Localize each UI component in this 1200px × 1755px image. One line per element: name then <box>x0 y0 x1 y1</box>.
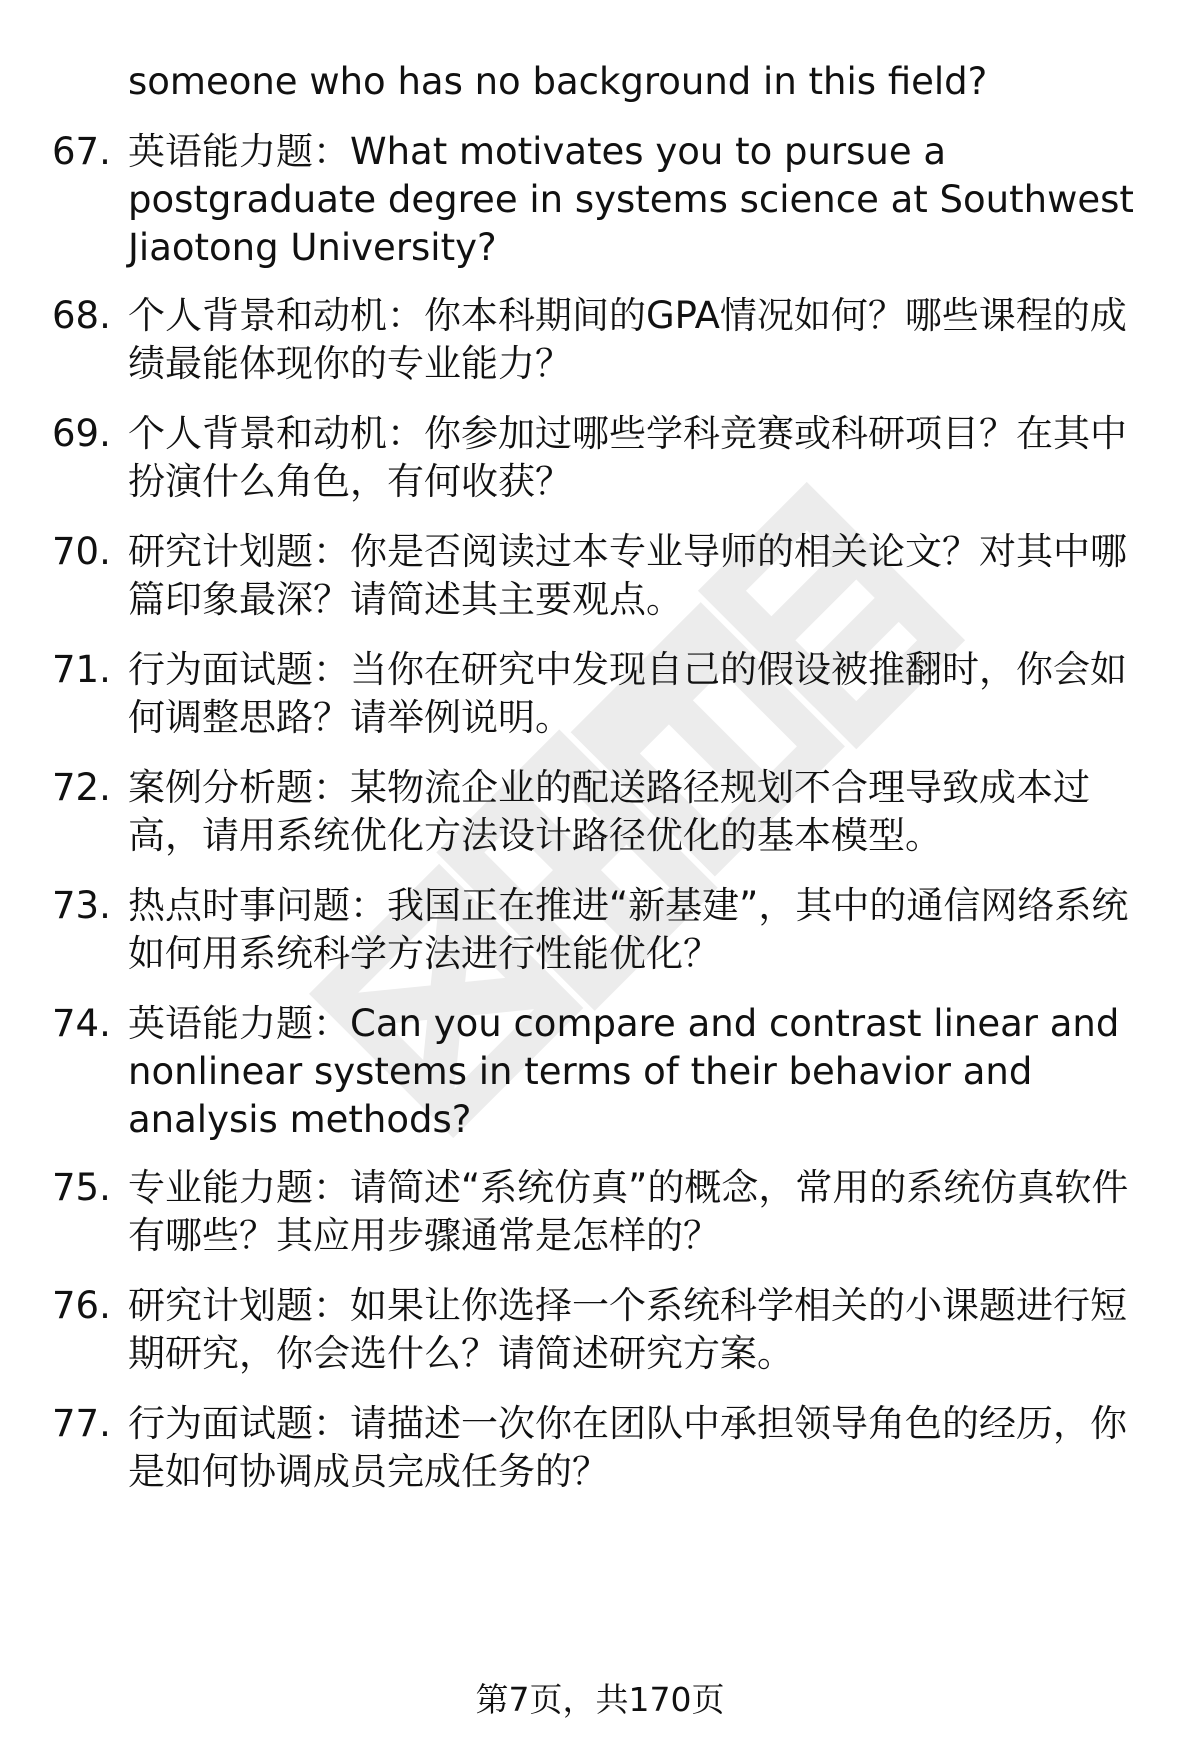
question-text: 英语能力题：Can you compare and contrast linear and nonlinear systems in terms of their behavior and analysis methods? <box>128 1002 1120 1141</box>
question-text: 专业能力题：请简述“系统仿真”的概念，常用的系统仿真软件有哪些？其应用步骤通常是怎样的？ <box>128 1166 1129 1257</box>
question-text: 案例分析题：某物流企业的配送路径规划不合理导致成本过高，请用系统优化方法设计路径优化的基本模型。 <box>128 766 1090 857</box>
question-number: 67. <box>52 130 111 173</box>
list-item <box>52 410 1152 506</box>
question-text: 研究计划题：你是否阅读过本专业导师的相关论文？对其中哪篇印象最深？请简述其主要观点。 <box>128 530 1127 621</box>
question-text: 英语能力题：What motivates you to pursue a postgraduate degree in systems science at Southwest Jiaotong University? <box>128 130 1134 269</box>
question-text: 行为面试题：当你在研究中发现自己的假设被推翻时，你会如何调整思路？请举例说明。 <box>128 648 1127 739</box>
question-text: 热点时事问题：我国正在推进“新基建”，其中的通信网络系统如何用系统科学方法进行性能优化？ <box>128 884 1129 975</box>
question-number: 75. <box>52 1166 111 1209</box>
question-number: 73. <box>52 884 111 927</box>
question-number: 77. <box>52 1402 111 1445</box>
question-text: 个人背景和动机：你本科期间的GPA情况如何？哪些课程的成绩最能体现你的专业能力？ <box>128 294 1127 385</box>
page-footer: 第7页，共170页 <box>475 1680 725 1719</box>
list-item <box>52 1000 1152 1144</box>
list-item <box>52 128 1152 272</box>
question-text: 研究计划题：如果让你选择一个系统科学相关的小课题进行短期研究，你会选什么？请简述研究方案。 <box>128 1284 1127 1375</box>
list-item <box>52 764 1152 860</box>
question-text: 行为面试题：请描述一次你在团队中承担领导角色的经历，你是如何协调成员完成任务的？ <box>128 1402 1127 1493</box>
question-number: 70. <box>52 530 111 573</box>
question-number: 68. <box>52 294 111 337</box>
list-item <box>52 292 1152 388</box>
list-item <box>52 646 1152 742</box>
continued-question-text: someone who has no background in this field? <box>128 60 988 103</box>
question-number: 76. <box>52 1284 111 1327</box>
list-item <box>52 528 1152 624</box>
list-item <box>52 1400 1152 1496</box>
question-number: 74. <box>52 1002 111 1045</box>
question-text: 个人背景和动机：你参加过哪些学科竞赛或科研项目？在其中扮演什么角色，有何收获？ <box>128 412 1127 503</box>
list-item <box>52 1282 1152 1378</box>
list-item <box>52 1164 1152 1260</box>
question-number: 72. <box>52 766 111 809</box>
question-number: 71. <box>52 648 111 691</box>
question-number: 69. <box>52 412 111 455</box>
list-item <box>52 882 1152 978</box>
